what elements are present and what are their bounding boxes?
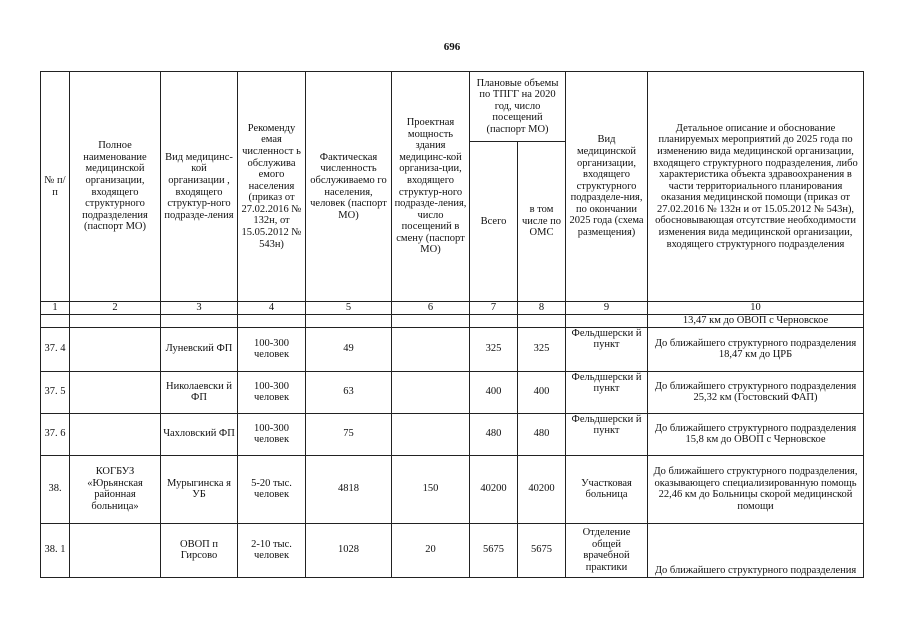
page-number: 696 (443, 41, 461, 53)
row-actual: 49 (306, 327, 392, 371)
table-row (41, 327, 864, 371)
row-type: Николаевски й ФП (161, 371, 238, 413)
row-norm: 100-300 человек (238, 327, 306, 371)
row-capacity (392, 371, 470, 413)
cell (70, 315, 161, 328)
cell (238, 315, 306, 328)
row-description: До ближайшего структурного подразделения 25,32 км (Гостовский ФАП) (648, 371, 864, 413)
facility-table (40, 71, 864, 578)
cell (41, 315, 70, 328)
cell (470, 315, 518, 328)
header-capacity: Проектная мощность здания медицинс-кой организа-ции, входящего структур-ного подразде-ления, число посещений в смену (паспорт МО) (392, 72, 470, 302)
row-capacity (392, 327, 470, 371)
row-actual: 75 (306, 413, 392, 455)
cell (566, 315, 648, 328)
row-type: Мурыгинска я УБ (161, 455, 238, 523)
col-number: 2 (70, 302, 161, 315)
row-norm: 5-20 тыс. человек (238, 455, 306, 523)
row-type: Луневский ФП (161, 327, 238, 371)
row-future: Фельдшерски й пункт (566, 371, 648, 413)
column-number-row (41, 302, 864, 315)
row-total: 325 (470, 327, 518, 371)
row-description: До ближайшего структурного подразделения (648, 523, 864, 577)
row-name (70, 327, 161, 371)
row-oms: 480 (518, 413, 566, 455)
col-number: 8 (518, 302, 566, 315)
row-num: 37. 4 (41, 327, 70, 371)
row-total: 400 (470, 371, 518, 413)
row-actual: 4818 (306, 455, 392, 523)
row-description: До ближайшего структурного подразделения 18,47 км до ЦРБ (648, 327, 864, 371)
row-total: 480 (470, 413, 518, 455)
cell (161, 315, 238, 328)
row-actual: 1028 (306, 523, 392, 577)
col-number: 4 (238, 302, 306, 315)
header-norm: Рекоменду емая численност ь обслужива емого населения (приказ от 27.02.2016 № 132н, от 15.05.2012 № 543н) (238, 72, 306, 302)
row-oms: 400 (518, 371, 566, 413)
row-norm: 2-10 тыс. человек (238, 523, 306, 577)
header-future: Вид медицинской организации, входящего структурного подразделе-ния, по окончании 2025 года (схема размещения) (566, 72, 648, 302)
cell (518, 315, 566, 328)
row-capacity: 150 (392, 455, 470, 523)
header-type: Вид медицинс-кой организации , входящего структур-ного подразде-ления (161, 72, 238, 302)
row-total: 5675 (470, 523, 518, 577)
row-oms: 40200 (518, 455, 566, 523)
row-capacity: 20 (392, 523, 470, 577)
header-planned: Плановые объемы по ТПГГ на 2020 год, число посещений (паспорт МО) (470, 72, 566, 142)
col-number: 1 (41, 302, 70, 315)
header-oms: в том числе по ОМС (518, 142, 566, 302)
col-number: 6 (392, 302, 470, 315)
row-oms: 5675 (518, 523, 566, 577)
row-capacity (392, 413, 470, 455)
col-number: 10 (648, 302, 864, 315)
row-type: ОВОП п Гирсово (161, 523, 238, 577)
row-future: Фельдшерски й пункт (566, 327, 648, 371)
header-name: Полное наименование медицинской организации, входящего структурного подразделения (паспорт МО) (70, 72, 161, 302)
col-number: 7 (470, 302, 518, 315)
row-num: 37. 5 (41, 371, 70, 413)
row-oms: 325 (518, 327, 566, 371)
carry-over-row (41, 315, 864, 328)
row-num: 37. 6 (41, 413, 70, 455)
cell (306, 315, 392, 328)
header-total: Всего (470, 142, 518, 302)
row-total: 40200 (470, 455, 518, 523)
header-description: Детальное описание и обоснование планируемых мероприятий до 2025 года по изменению вида медицинской организации, входящего структурного подразделения, либо характеристика объекта здравоохранения в части территориального планирования оказания медицинской помощи (приказ от 27.02.2016 № 132н и от 15.05.2012 № 543н), обосновывающая отсутствие необходимости изменения вида медицинской организации, входящего структурного подразделения (648, 72, 864, 302)
carry-over-text: 13,47 км до ОВОП с Черновское (648, 315, 864, 328)
table-row (41, 371, 864, 413)
table-row (41, 523, 864, 577)
row-num: 38. 1 (41, 523, 70, 577)
row-name (70, 413, 161, 455)
row-name: КОГБУЗ «Юрьянская районная больница» (70, 455, 161, 523)
header-row-1 (41, 72, 864, 142)
table-row (41, 413, 864, 455)
row-norm: 100-300 человек (238, 413, 306, 455)
cell (392, 315, 470, 328)
row-norm: 100-300 человек (238, 371, 306, 413)
row-future: Участковая больница (566, 455, 648, 523)
row-description: До ближайшего структурного подразделения, оказывающего специализированную помощь 22,46 км до Больницы скорой медицинской помощи (648, 455, 864, 523)
col-number: 5 (306, 302, 392, 315)
row-description: До ближайшего структурного подразделения 15,8 км до ОВОП с Черновское (648, 413, 864, 455)
header-num: № п/п (41, 72, 70, 302)
row-actual: 63 (306, 371, 392, 413)
col-number: 3 (161, 302, 238, 315)
row-name (70, 371, 161, 413)
row-type: Чахловский ФП (161, 413, 238, 455)
table-row (41, 455, 864, 523)
col-number: 9 (566, 302, 648, 315)
row-name (70, 523, 161, 577)
header-actual: Фактическая численность обслуживаемо го населения, человек (паспорт МО) (306, 72, 392, 302)
row-num: 38. (41, 455, 70, 523)
row-future: Отделение общей врачебной практики (566, 523, 648, 577)
row-future: Фельдшерски й пункт (566, 413, 648, 455)
